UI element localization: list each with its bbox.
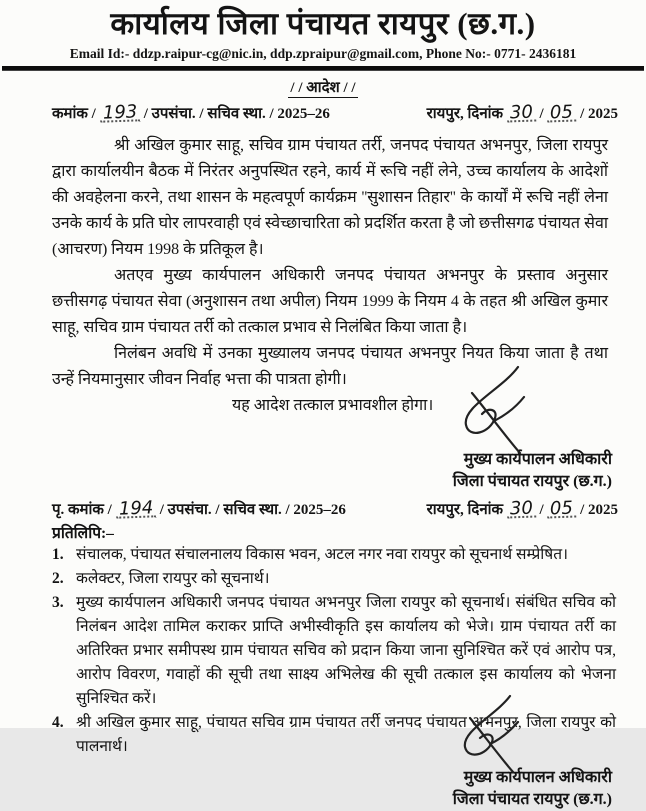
copy-item-number: 1. bbox=[52, 546, 64, 563]
signature-block-2 bbox=[0, 767, 612, 811]
order-body bbox=[52, 133, 608, 419]
ref1-number-handwritten: 193 bbox=[99, 105, 140, 122]
ref2-year: 2025 bbox=[588, 502, 618, 518]
copies-label: प्रतिलिपि:– bbox=[52, 525, 114, 542]
ref1-slash2: / bbox=[580, 106, 585, 122]
paragraph-effective: यह आदेश तत्काल प्रभावशील होगा। bbox=[232, 397, 434, 414]
ref1-slash1: / bbox=[539, 106, 544, 122]
ref2-place-date-label: रायपुर, दिनांक bbox=[426, 502, 504, 518]
office-title: कार्यालय जिला पंचायत रायपुर (छ.ग.) bbox=[110, 6, 536, 41]
ref2-slash2: / bbox=[580, 502, 585, 518]
ref1-label: कमांक / bbox=[52, 106, 96, 122]
copy-item-text: कलेक्टर, जिला रायपुर को सूचनार्थ। bbox=[76, 570, 270, 587]
signatory-designation: मुख्य कार्यपालन अधिकारी bbox=[463, 769, 612, 786]
ref2-left bbox=[52, 499, 346, 519]
order-heading bbox=[0, 77, 646, 97]
paragraph-3: निलंबन अवधि में उनका मुख्यालय जनपद पंचायत अभनपुर नियत किया जाता है तथा उन्हें नियमानुसार जीवन निर्वाह भत्ता की पात्रता होगी। bbox=[52, 345, 608, 388]
ref1-month-handwritten: 05 bbox=[547, 106, 576, 123]
ref2-day-handwritten: 30 bbox=[507, 502, 536, 519]
ref2-number-handwritten: 194 bbox=[115, 501, 156, 518]
ref1-day-handwritten: 30 bbox=[507, 106, 536, 123]
copy-item-text: संचालक, पंचायत संचालनालय विकास भवन, अटल नगर नवा रायपुर को सूचनार्थ सम्प्रेषित। bbox=[76, 546, 568, 563]
ref2-label: पृ. कमांक / bbox=[52, 502, 112, 518]
header-divider bbox=[2, 66, 644, 71]
ref2-right bbox=[427, 499, 618, 519]
ref2-rest: / उपसंचा. / सचिव स्था. / 2025–26 bbox=[159, 502, 346, 518]
signatory-designation: मुख्य कार्यपालन अधिकारी bbox=[463, 451, 612, 468]
copy-item-number: 2. bbox=[52, 570, 64, 587]
ref1-place-date-label: रायपुर, दिनांक bbox=[426, 106, 504, 122]
reference-row-2 bbox=[52, 499, 618, 519]
copy-item-number: 3. bbox=[52, 594, 64, 611]
copy-item-text: श्री अखिल कुमार साहू, पंचायत सचिव ग्राम पंचायत तर्री जनपद पंचायत अभनपुर, जिला रायपुर को पालनार्थ। bbox=[76, 714, 616, 755]
ref1-rest: / उपसंचा. / सचिव स्था. / 2025–26 bbox=[143, 106, 330, 122]
paragraph-1: श्री अखिल कुमार साहू, सचिव ग्राम पंचायत तर्री, जनपद पंचायत अभनपुर, जिला रायपुर द्वारा कार्यालयीन बैठक में निरंतर अनुपस्थित रहने, कार्य में रूचि नहीं लेने, उच्च कार्यालय के आदेशों की अवहेलना करने, तथा शासन के महत्वपूर्ण कार्यक्रम ''सुशासन तिहार'' के कार्यों में रूचि नहीं लेना उनके कार्य के प्रति घोर लापरवाही एवं स्वेच्छाचारिता को प्रदर्शित करता है जो छत्तीसगढ पंचायत सेवा (आचरण) नियम 1998 के प्रतिकूल है। bbox=[52, 137, 608, 258]
ref1-left bbox=[52, 103, 330, 123]
signatory-office: जिला पंचायत रायपुर (छ.ग.) bbox=[452, 473, 612, 490]
copy-item-text: मुख्य कार्यपालन अधिकारी जनपद पंचायत अभनपुर जिला रायपुर को सूचनार्थ। संबंधित सचिव को निलंबन आदेश तामिल कराकर प्राप्ति अभीस्वीकृति इस कार्यालय को भेजे। ग्राम पंचायत तर्री का अतिरिक्त प्रभार समीपस्थ ग्राम पंचायत सचिव को प्रदान किया जाना सुनिश्चित करें एवं आरोप पत्र, आरोप विवरण, गवाहों की सूची तथा साक्ष्य अभिलेख की सूची तत्काल इस कार्यालय को भेजना सुनिश्चित करें। bbox=[76, 594, 616, 707]
signatory-office: जिला पंचायत रायपुर (छ.ग.) bbox=[452, 791, 612, 808]
ref1-year: 2025 bbox=[588, 106, 618, 122]
letterhead bbox=[0, 0, 646, 62]
copy-item-1 bbox=[52, 543, 616, 567]
contact-line: Email Id:- ddzp.raipur-cg@nic.in, ddp.zpraipur@gmail.com, Phone No:- 0771- 2436181 bbox=[69, 46, 577, 61]
reference-row-1 bbox=[52, 103, 618, 123]
order-heading-text: / / आदेश / / bbox=[290, 80, 356, 96]
copy-item-number: 4. bbox=[52, 714, 64, 731]
copy-item-3 bbox=[52, 591, 616, 711]
copy-item-4 bbox=[52, 711, 616, 759]
copy-item-2 bbox=[52, 567, 616, 591]
ref2-slash1: / bbox=[539, 502, 544, 518]
ref2-month-handwritten: 05 bbox=[547, 502, 576, 519]
ref1-right bbox=[427, 103, 618, 123]
paragraph-2: अतएव मुख्य कार्यपालन अधिकारी जनपद पंचायत अभनपुर के प्रस्ताव अनुसार छत्तीसगढ़ पंचायत सेवा (अनुशासन तथा अपील) नियम 1999 के नियम 4 के तहत श्री अखिल कुमार साहू, सचिव ग्राम पंचायत तर्री को तत्काल प्रभाव से निलंबित किया जाता है। bbox=[52, 267, 608, 336]
signature-block-1 bbox=[0, 449, 612, 493]
